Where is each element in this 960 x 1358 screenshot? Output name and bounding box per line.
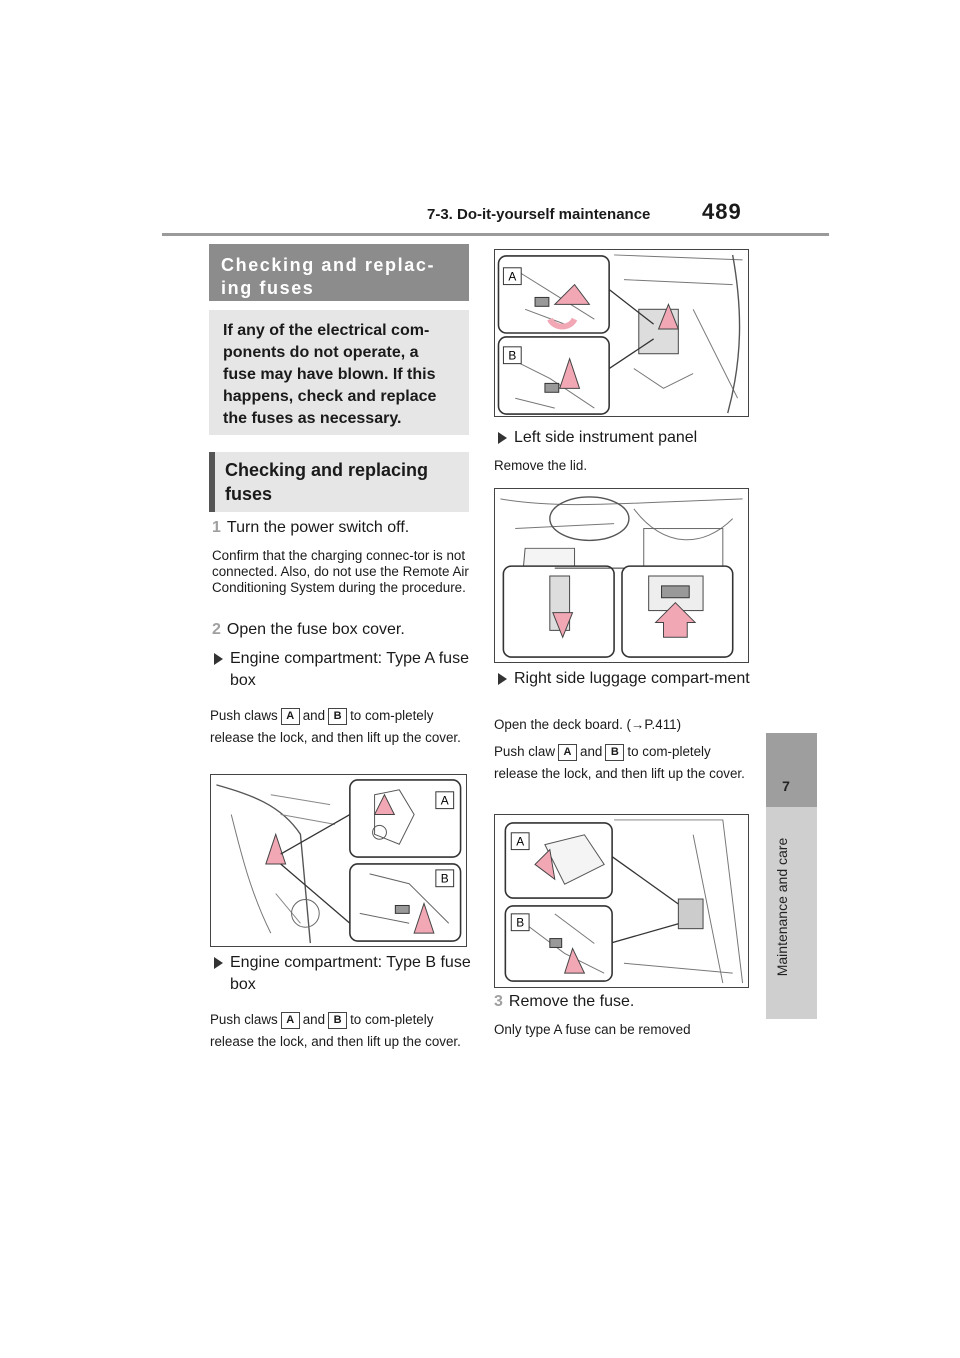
svg-text:B: B [440,871,449,886]
step-1 [212,517,472,539]
step-2 [212,619,472,641]
section-heading: Checking and replac-ing fuses [209,244,469,301]
step-number: 2 [212,621,221,638]
claw-label-b: B [328,708,347,725]
note-text: Push claws [210,708,278,723]
step-text: Open the fuse box cover. [226,621,405,638]
subheading: Checking and replacing fuses [209,452,469,512]
svg-text:A: A [440,793,449,808]
note-text: to com-pletely release the lock, and then lift up the cover. [494,744,745,781]
note-text: and [302,708,326,723]
svg-text:A: A [516,834,525,849]
section-intro: If any of the electrical com-ponents do not operate, a fuse may have blown. If this happens, check and replace the fuses as necessary. [209,310,469,435]
claw-label-b: B [328,1012,347,1029]
note-text: Push claw [494,744,556,759]
note-text: to com-pletely release the lock, and then lift up the cover. [210,1012,461,1049]
item-left-panel-note: Remove the lid. [494,458,588,473]
svg-text:B: B [516,915,525,930]
luggage-compartment-illustration [495,815,748,987]
svg-text:A: A [508,269,517,284]
step-1-note: Confirm that the charging connec-tor is not connected. Also, do not use the Remote Air Conditioning System during the procedure. [212,548,469,595]
figure-luggage-compartment [494,814,749,988]
step-text: Remove the fuse. [508,993,635,1010]
instrument-panel-illustration [495,489,748,662]
engine-compartment-b-illustration [495,250,748,416]
item-left-panel-title: Left side instrument panel [494,427,769,449]
chapter-tab [766,733,817,807]
step-3-note: Only type A fuse can be removed [494,1022,691,1037]
figure-left-instrument-panel [494,488,749,663]
note-text: Push claws [210,1012,278,1027]
item-type-b-title: Engine compartment: Type B fuse box [210,952,485,996]
note-text: and [302,1012,326,1027]
note-text: to com-pletely release the lock, and then lift up the cover. [210,708,461,745]
step-number: 1 [212,519,221,536]
chapter-label: Maintenance and care [774,837,790,977]
section-title: 7-3. Do-it-yourself maintenance [427,206,651,223]
engine-compartment-a-illustration [211,775,466,946]
item-luggage-note-2 [494,741,749,785]
claw-label-a: A [281,708,300,725]
item-type-b-note [210,1009,468,1053]
chapter-number: 7 [782,778,790,794]
item-type-a-note [210,705,468,749]
claw-label-a: A [558,744,577,761]
item-luggage-note-1: Open the deck board. (→P.411) [494,717,682,732]
claw-label-a: A [281,1012,300,1029]
step-number: 3 [494,993,503,1010]
step-3 [494,991,754,1013]
step-text: Turn the power switch off. [226,519,410,536]
figure-type-a-fuse-box [210,774,467,947]
header-rule [162,233,829,236]
item-luggage-title: Right side luggage compart-ment [494,668,769,690]
svg-text:B: B [508,348,517,363]
claw-label-b: B [605,744,624,761]
note-text: and [580,744,603,759]
figure-type-b-fuse-box [494,249,749,417]
item-type-a-title: Engine compartment: Type A fuse box [210,648,485,692]
page-number: 489 [702,199,742,224]
